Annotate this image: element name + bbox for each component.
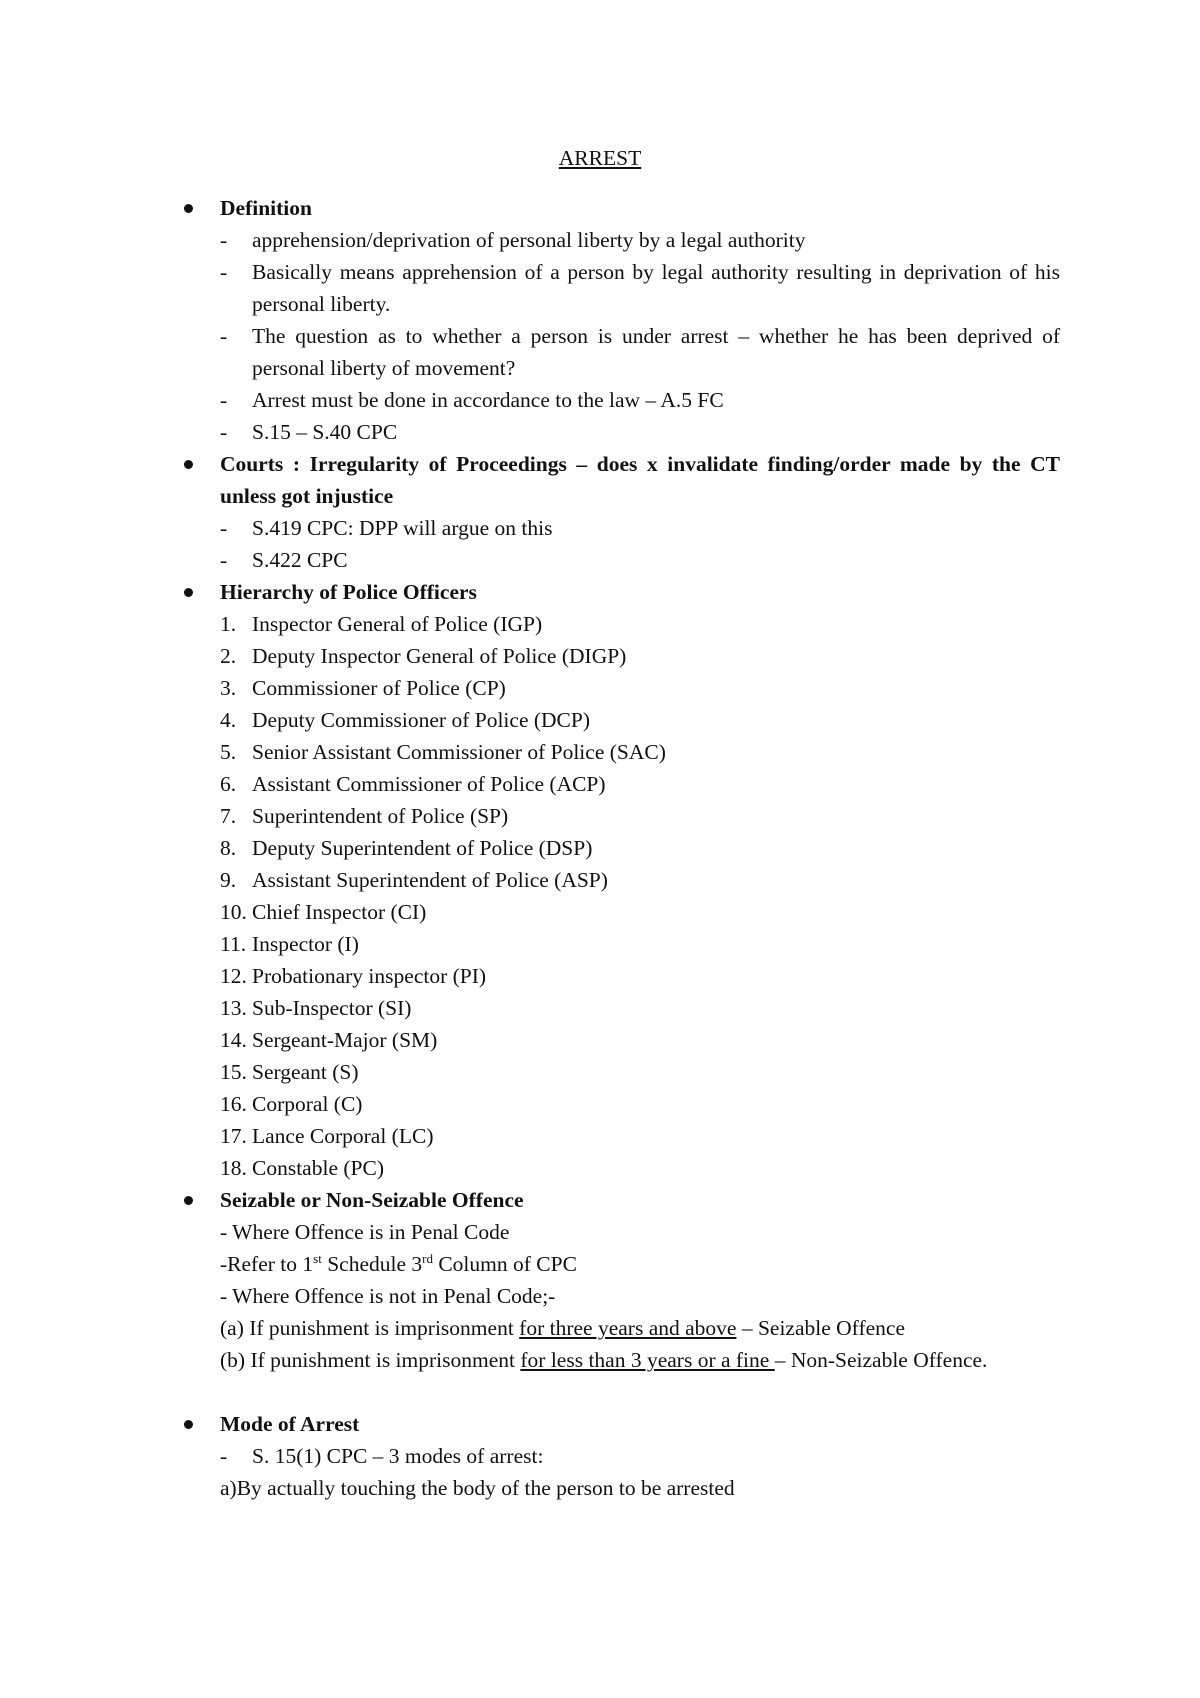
list-item: 9. Assistant Superintendent of Police (ASP) [180,864,1060,896]
list-number: 15. [220,1060,247,1084]
list-item: 17. Lance Corporal (LC) [180,1120,1060,1152]
list-number: 12. [220,964,247,988]
list-number: 18. [220,1156,247,1180]
list-number: 7. [220,804,237,828]
list-number: 6. [220,772,237,796]
text-line: (a) If punishment is imprisonment for three years and above – Seizable Offence [220,1316,905,1340]
list-item: 7. Superintendent of Police (SP) [180,800,1060,832]
list-item: 16. Corporal (C) [180,1088,1060,1120]
text-line: - Where Offence is not in Penal Code;- [220,1284,556,1308]
bullet-icon [184,1420,193,1429]
list-item: - S.15 – S.40 CPC [220,420,398,444]
section-heading [180,448,1060,512]
section-heading [180,1408,1060,1440]
section-definition [180,192,1060,448]
list-number: 1. [220,612,237,636]
text-line: a)By actually touching the body of the person to be arrested [220,1476,735,1500]
section-courts [180,448,1060,576]
section-heading [180,576,1060,608]
list-item: - S. 15(1) CPC – 3 modes of arrest: [220,1444,544,1468]
section-heading [180,192,1060,224]
list-number: 9. [220,868,237,892]
list-item: 6. Assistant Commissioner of Police (ACP) [180,768,1060,800]
hierarchy-heading: Hierarchy of Police Officers [220,580,477,604]
list-item: - Arrest must be done in accordance to the law – A.5 FC [220,388,724,412]
list-item: 10. Chief Inspector (CI) [180,896,1060,928]
list-item: 3. Commissioner of Police (CP) [180,672,1060,704]
list-item: - S.419 CPC: DPP will argue on this [220,516,553,540]
section-hierarchy [180,576,1060,1184]
list-item: - The question as to whether a person is under arrest – whether he has been deprived of personal liberty of movement? [220,324,1060,380]
courts-heading: Courts : Irregularity of Proceedings – does x invalidate finding/order made by the CT unless got injustice [220,452,1060,508]
list-item: 8. Deputy Superintendent of Police (DSP) [180,832,1060,864]
hierarchy-list [180,608,1060,1184]
list-number: 3. [220,676,237,700]
list-number: 13. [220,996,247,1020]
list-item: 15. Sergeant (S) [180,1056,1060,1088]
list-item: 11. Inspector (I) [180,928,1060,960]
list-number: 17. [220,1124,247,1148]
text-line: - Where Offence is in Penal Code [220,1220,510,1244]
list-item: - Basically means apprehension of a person by legal authority resulting in deprivation of his personal liberty. [220,260,1060,316]
list-number: 16. [220,1092,247,1116]
bullet-icon [184,588,193,597]
section-heading [180,1184,1060,1216]
page-title: ARREST [558,146,642,170]
list-number: 10. [220,900,247,924]
list-item: - apprehension/deprivation of personal liberty by a legal authority [220,228,806,252]
list-item: 14. Sergeant-Major (SM) [180,1024,1060,1056]
list-number: 14. [220,1028,247,1052]
list-item: 1. Inspector General of Police (IGP) [180,608,1060,640]
section-mode [180,1408,1060,1504]
bullet-icon [184,1196,193,1205]
list-item: 12. Probationary inspector (PI) [180,960,1060,992]
definition-heading: Definition [220,196,312,220]
bullet-icon [184,460,193,469]
list-number: 2. [220,644,237,668]
list-item: 18. Constable (PC) [180,1152,1060,1184]
seizable-heading: Seizable or Non-Seizable Offence [220,1188,524,1212]
list-number: 4. [220,708,237,732]
list-item: 4. Deputy Commissioner of Police (DCP) [180,704,1060,736]
list-item: 2. Deputy Inspector General of Police (DIGP) [180,640,1060,672]
list-item: 13. Sub-Inspector (SI) [180,992,1060,1024]
list-number: 5. [220,740,237,764]
list-item: - S.422 CPC [220,548,348,572]
list-number: 11. [220,932,247,956]
list-number: 8. [220,836,237,860]
mode-heading: Mode of Arrest [220,1412,360,1436]
document-body [180,192,1060,1504]
text-line: (b) If punishment is imprisonment for less than 3 years or a fine – Non-Seizable Offence. [220,1348,988,1372]
spacer [180,1376,1060,1408]
section-seizable [180,1184,1060,1408]
list-item: 5. Senior Assistant Commissioner of Police (SAC) [180,736,1060,768]
bullet-icon [184,204,193,213]
text-line: -Refer to 1st Schedule 3rd Column of CPC [220,1250,577,1276]
